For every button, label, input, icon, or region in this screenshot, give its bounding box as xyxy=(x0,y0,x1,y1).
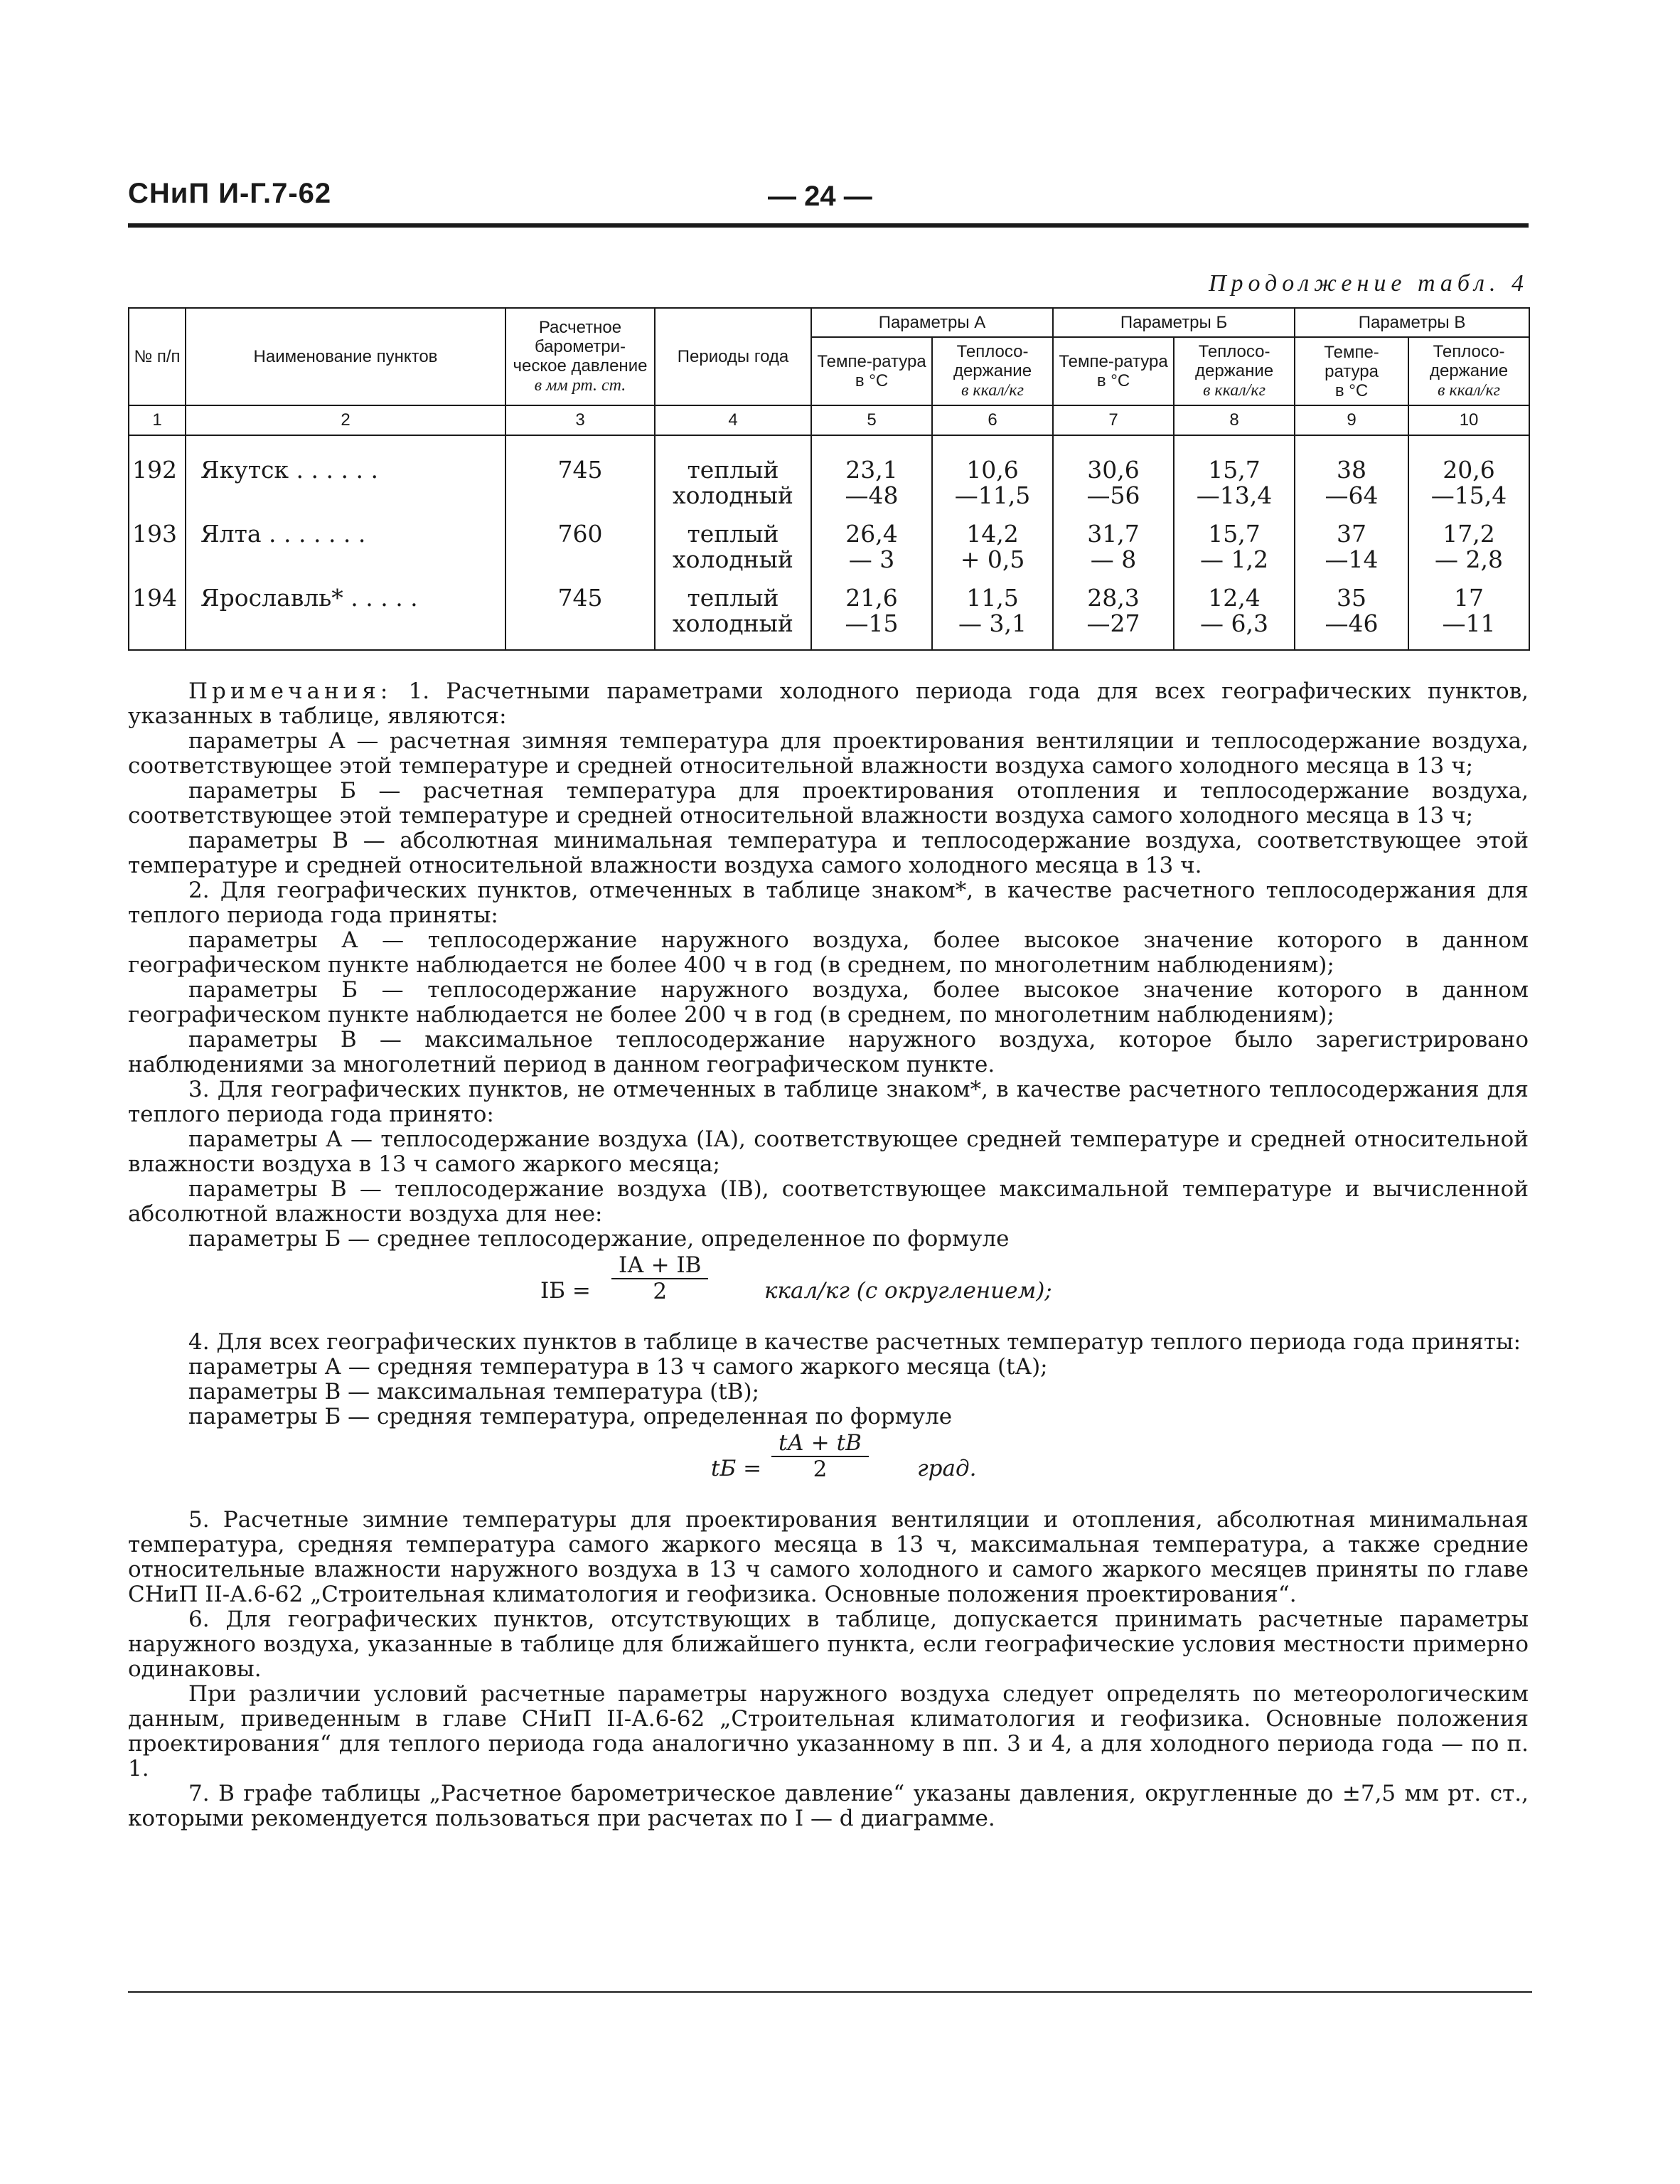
table-row xyxy=(129,457,1529,521)
note-4b: параметры Б — средняя температура, определенная по формуле xyxy=(188,1404,953,1429)
row-num: 193 xyxy=(129,521,186,585)
row-name: Ялта . . . . . . . xyxy=(186,521,505,585)
row-v-temp: 37 —14 xyxy=(1295,521,1408,585)
column-number: 7 xyxy=(1053,405,1174,435)
formula-heat-numerator: IА + IВ xyxy=(611,1253,708,1279)
formula-heat-lhs: IБ = xyxy=(540,1278,591,1304)
note-2a: параметры А — теплосодержание наружного воздуха, более высокое значение которого в данном географическом пункте наблюдается не более 400 ч в год (в среднем, по многолетним наблюдениям); xyxy=(128,927,1529,978)
row-periods: теплый холодный xyxy=(655,585,811,650)
row-b-temp: 28,3 —27 xyxy=(1053,585,1174,650)
column-number: 9 xyxy=(1295,405,1408,435)
header-name: Наименование пунктов xyxy=(186,308,505,405)
climate-table xyxy=(128,307,1530,651)
column-number: 5 xyxy=(811,405,932,435)
note-1b: параметры Б — расчетная температура для проектирования отопления и теплосодержание воздуха, соответствующее этой температуре и средней относительной влажности воздуха самого холодного месяца в 13 ч; xyxy=(128,778,1529,829)
column-number: 6 xyxy=(932,405,1053,435)
header-group-a: Параметры А xyxy=(811,308,1053,337)
note-4: 4. Для всех географических пунктов в таблице в качестве расчетных температур теплого периода года приняты: xyxy=(188,1329,1521,1355)
notes-section xyxy=(128,679,1529,1831)
note-3a: параметры А — теплосодержание воздуха (IА), соответствующее средней температуре и средней относительной влажности воздуха в 13 ч самого жаркого месяца; xyxy=(128,1126,1529,1177)
notes-title: Примечания: xyxy=(188,678,392,704)
note-1: Примечания: 1. Расчетными параметрами холодного периода года для всех географических пунктов, указанных в таблице, являются: xyxy=(128,678,1529,729)
header-temp-v: Темпе-ратура в °С xyxy=(1295,337,1408,405)
row-b-heat: 15,7 — 1,2 xyxy=(1174,521,1295,585)
note-1v: параметры В — абсолютная минимальная температура и теплосодержание воздуха, соответствующее этой температуре и средней относительной влажности воздуха самого холодного месяца в 13 ч. xyxy=(128,828,1529,878)
note-3: 3. Для географических пунктов, не отмеченных в таблице знаком*, в качестве расчетного теплосодержания для теплого периода года принято: xyxy=(128,1077,1529,1127)
row-periods: теплый холодный xyxy=(655,457,811,521)
row-a-heat: 11,5 — 3,1 xyxy=(932,585,1053,650)
row-v-heat: 17,2 — 2,8 xyxy=(1408,521,1529,585)
formula-heat-fraction xyxy=(611,1253,708,1304)
row-a-heat: 14,2 + 0,5 xyxy=(932,521,1053,585)
formula-temp-lhs: tБ = xyxy=(711,1456,762,1481)
formula-temp-fraction xyxy=(771,1431,869,1482)
document-page xyxy=(128,171,1529,1831)
note-3b: параметры Б — среднее теплосодержание, определенное по формуле xyxy=(188,1226,1010,1252)
bottom-rule xyxy=(128,1991,1532,1993)
header-pressure xyxy=(505,308,655,405)
formula-temp-rhs: град. xyxy=(917,1456,977,1481)
note-2b: параметры Б — теплосодержание наружного воздуха, более высокое значение которого в данном географическом пункте наблюдается не более 200 ч в год (в среднем, по многолетним наблюдениям); xyxy=(128,977,1529,1028)
header-periods: Периоды года xyxy=(655,308,811,405)
formula-heat-denominator: 2 xyxy=(653,1279,668,1304)
row-b-heat: 12,4 — 6,3 xyxy=(1174,585,1295,650)
row-b-temp: 31,7 — 8 xyxy=(1053,521,1174,585)
row-num: 194 xyxy=(129,585,186,650)
column-number: 2 xyxy=(186,405,505,435)
table-caption: Продолжение табл. 4 xyxy=(1208,270,1529,297)
page-number: — 24 — xyxy=(768,181,872,212)
note-1a: параметры А — расчетная зимняя температура для проектирования вентиляции и теплосодержание воздуха, соответствующее этой температуре и средней относительной влажности воздуха самого холодного месяца в 13 ч; xyxy=(128,728,1529,779)
formula-temp-numerator: tА + tВ xyxy=(771,1431,869,1457)
note-2v: параметры В — максимальное теплосодержание наружного воздуха, которое было зарегистрировано наблюдениями за многолетний период в данном географическом пункте. xyxy=(128,1027,1529,1077)
row-periods: теплый холодный xyxy=(655,521,811,585)
column-numbers-row xyxy=(129,405,1529,435)
page-header xyxy=(128,171,1529,220)
header-temp-b: Темпе-ратура в °С xyxy=(1053,337,1174,405)
note-4a: параметры А — средняя температура в 13 ч самого жаркого месяца (tА); xyxy=(188,1354,1048,1380)
table-row xyxy=(129,585,1529,650)
header-heat-b: Теплосо-держание в ккал/кг xyxy=(1174,337,1295,405)
formula-heat xyxy=(128,1252,1529,1330)
header-pressure-unit: в мм рт. ст. xyxy=(534,376,626,395)
row-b-temp: 30,6 —56 xyxy=(1053,457,1174,521)
row-name: Ярославль* . . . . . xyxy=(186,585,505,650)
note-2: 2. Для географических пунктов, отмеченных в таблице знаком*, в качестве расчетного теплосодержания для теплого периода года приняты: xyxy=(128,878,1529,928)
row-a-temp: 26,4 — 3 xyxy=(811,521,932,585)
header-heat-v: Теплосо-держание в ккал/кг xyxy=(1408,337,1529,405)
formula-heat-rhs: ккал/кг (с округлением); xyxy=(764,1278,1052,1304)
column-number: 1 xyxy=(129,405,186,435)
note-7: 7. В графе таблицы „Расчетное барометрическое давление“ указаны давления, округленные до ±7,5 мм рт. ст., которыми рекомендуется пользоваться при расчетах по I — d диаграмме. xyxy=(128,1781,1529,1831)
header-rule xyxy=(128,223,1529,228)
note-6: 6. Для географических пунктов, отсутствующих в таблице, допускается принимать расчетные параметры наружного воздуха, указанные в таблице для ближайшего пункта, если географические условия местности примерно одинаковы. xyxy=(128,1607,1529,1682)
row-a-heat: 10,6 —11,5 xyxy=(932,457,1053,521)
spacer-row xyxy=(129,435,1529,457)
column-number: 10 xyxy=(1408,405,1529,435)
column-number: 8 xyxy=(1174,405,1295,435)
table-row xyxy=(129,521,1529,585)
row-v-heat: 20,6 —15,4 xyxy=(1408,457,1529,521)
formula-temp xyxy=(128,1429,1529,1508)
row-pressure: 745 xyxy=(505,457,655,521)
row-v-temp: 35 —46 xyxy=(1295,585,1408,650)
header-group-b: Параметры Б xyxy=(1053,308,1295,337)
note-6b: При различии условий расчетные параметры наружного воздуха следует определять по метеорологическим данным, приведенным в главе СНиП II-А.6-62 „Строительная климатология и геофизика. Основные положения проектирования“ для теплого периода года аналогично указанному в пп. 3 и 4, а для холодного периода года — по п. 1. xyxy=(128,1681,1529,1781)
row-b-heat: 15,7 —13,4 xyxy=(1174,457,1295,521)
header-heat-a: Теплосо-держание в ккал/кг xyxy=(932,337,1053,405)
column-number: 4 xyxy=(655,405,811,435)
header-group-v: Параметры В xyxy=(1295,308,1529,337)
row-num: 192 xyxy=(129,457,186,521)
row-name: Якутск . . . . . . xyxy=(186,457,505,521)
note-5: 5. Расчетные зимние температуры для проектирования вентиляции и отопления, абсолютная минимальная температура, средняя температура самого жаркого месяца в 13 ч, максимальная температура, а также средние относительные влажности наружного воздуха в 13 ч самого холодного и самого жаркого месяцев приняты по главе СНиП II-А.6-62 „Строительная климатология и геофизика. Основные положения проектирования“. xyxy=(128,1507,1529,1607)
row-v-temp: 38 —64 xyxy=(1295,457,1408,521)
header-pressure-label: Расчетное барометри-ческое давление xyxy=(513,318,648,375)
formula-temp-denominator: 2 xyxy=(813,1456,828,1482)
row-a-temp: 23,1 —48 xyxy=(811,457,932,521)
row-pressure: 745 xyxy=(505,585,655,650)
row-v-heat: 17 —11 xyxy=(1408,585,1529,650)
row-a-temp: 21,6 —15 xyxy=(811,585,932,650)
document-code: СНиП И-Г.7-62 xyxy=(128,178,332,209)
note-3v: параметры В — теплосодержание воздуха (IВ), соответствующее максимальной температуре и вычисленной абсолютной влажности воздуха для нее: xyxy=(128,1176,1529,1227)
column-number: 3 xyxy=(505,405,655,435)
note-4v: параметры В — максимальная температура (tВ); xyxy=(188,1379,760,1405)
header-num: № п/п xyxy=(129,308,186,405)
header-temp-a: Темпе-ратура в °С xyxy=(811,337,932,405)
row-pressure: 760 xyxy=(505,521,655,585)
